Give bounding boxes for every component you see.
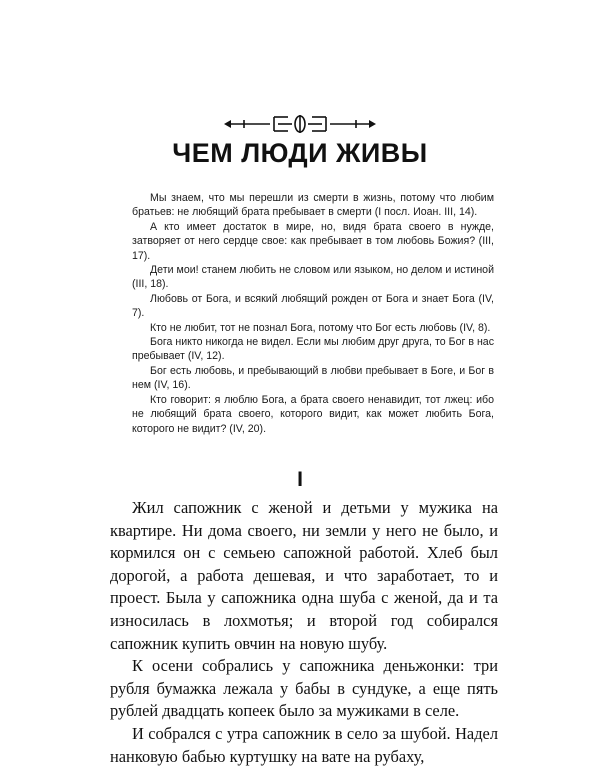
- story-paragraph: Жил сапожник с женой и детьми у мужика на квартире. Ни дома своего, ни земли у него не было, и кормился он с семьею сапожной работой. Хлеб был дорогой, а работа дешевая, и что заработает, то и проест. Была у сапожника одна шуба с женой, да и та износилась в лохмотья; и второй год собирался сапожник купить овчин на новую шубу.: [110, 498, 498, 653]
- epigraph-verse: А кто имеет достаток в мире, но, видя брата своего в нужде, затворяет от него сердце свое: как пребывает в том любовь Божия? (III, 17).: [132, 220, 494, 262]
- story-title: ЧЕМ ЛЮДИ ЖИВЫ: [172, 138, 428, 168]
- epigraph-verse: Бог есть любовь, и пребывающий в любви пребывает в Боге, и Бог в нем (IV, 16).: [132, 364, 494, 392]
- story-paragraph: И собрался с утра сапожник в село за шубой. Надел нанковую бабью куртушку на вате на рубаху,: [110, 723, 498, 766]
- story-text: [110, 497, 498, 768]
- epigraph: [132, 191, 494, 436]
- story-paragraph: К осени собрались у сапожника деньжонки: три рубля бумажка лежала у бабы в сундуке, а еще пять рублей двадцать копеек было за мужиками в селе.: [110, 656, 498, 721]
- epigraph-verse: Кто не любит, тот не познал Бога, потому что Бог есть любовь (IV, 8).: [150, 321, 491, 334]
- epigraph-verse: Дети мои! станем любить не словом или языком, но делом и истиной (III, 18).: [132, 264, 494, 291]
- epigraph-verse: Мы знаем, что мы перешли из смерти в жизнь, потому что любим братьев: не любящий брата пребывает в смерти (I посл. Иоан. III, 14).: [132, 192, 494, 219]
- epigraph-verse: Бога никто никогда не видел. Если мы любим друг друга, то Бог в нас пребывает (IV, 12).: [132, 336, 494, 363]
- chapter-number: I: [297, 468, 303, 491]
- arrow-ornament-icon: [222, 114, 378, 134]
- epigraph-verse: Любовь от Бога, и всякий любящий рожден от Бога и знает Бога (IV, 7).: [132, 292, 494, 320]
- epigraph-verse: Кто говорит: я люблю Бога, а брата своего ненавидит, тот лжец: ибо не любящий брата своего, которого видит, как может любить Бога, которого не видит? (IV, 20).: [132, 393, 494, 435]
